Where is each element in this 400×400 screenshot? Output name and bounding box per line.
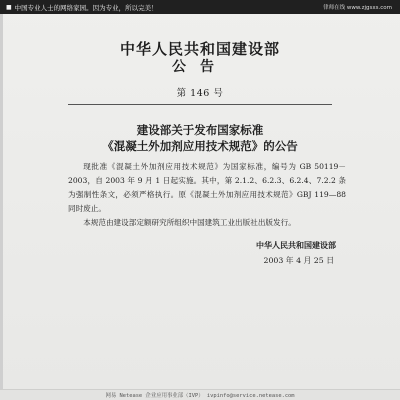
header-divider xyxy=(68,104,332,105)
announcement-number: 第 146 号 xyxy=(176,88,224,99)
issue-date: 2003 年 4 月 25 日 xyxy=(263,256,334,265)
issuer-heading: 中华人民共和国建设部 xyxy=(119,40,280,58)
title-line-1: 建设部关于发布国家标准 xyxy=(136,123,264,137)
square-bullet-icon: ■ xyxy=(6,3,12,11)
body-paragraph-2: 本规范由建设部定额研究所组织中国建筑工业出版社出版发行。 xyxy=(83,218,296,227)
body-paragraph-1: 现批准《混凝土外加剂应用技术规范》为国家标准，编号为 GB 50119－2003，自 2003 年 9 月 1 日起实施。其中，第 2.1.2、6.2.3、6.2.4、7.2.2 条为强制性条文，必须严格执行。原《混凝土外加剂应用技术规范》GBJ 119—88 同时废止。 xyxy=(68,162,346,213)
signature: 中华人民共和国建设部 xyxy=(256,240,336,250)
announcement-body xyxy=(68,160,346,230)
banner-site-link[interactable]: 律师在线 www.zjgsxs.com xyxy=(323,5,392,11)
banner-left xyxy=(6,3,158,12)
footer-bar xyxy=(0,389,400,400)
top-banner xyxy=(0,0,400,14)
document-type-heading: 公告 xyxy=(172,59,228,75)
title-line-2: 《混凝土外加剂应用技术规范》的公告 xyxy=(102,139,298,153)
banner-slogan: 中国专业人士的网络家园。因为专业，所以完美！ xyxy=(14,3,158,12)
footer-text: 网易 Netease 企业应用事业部（IVP） ivpinfo@service.netease.com xyxy=(105,393,295,399)
